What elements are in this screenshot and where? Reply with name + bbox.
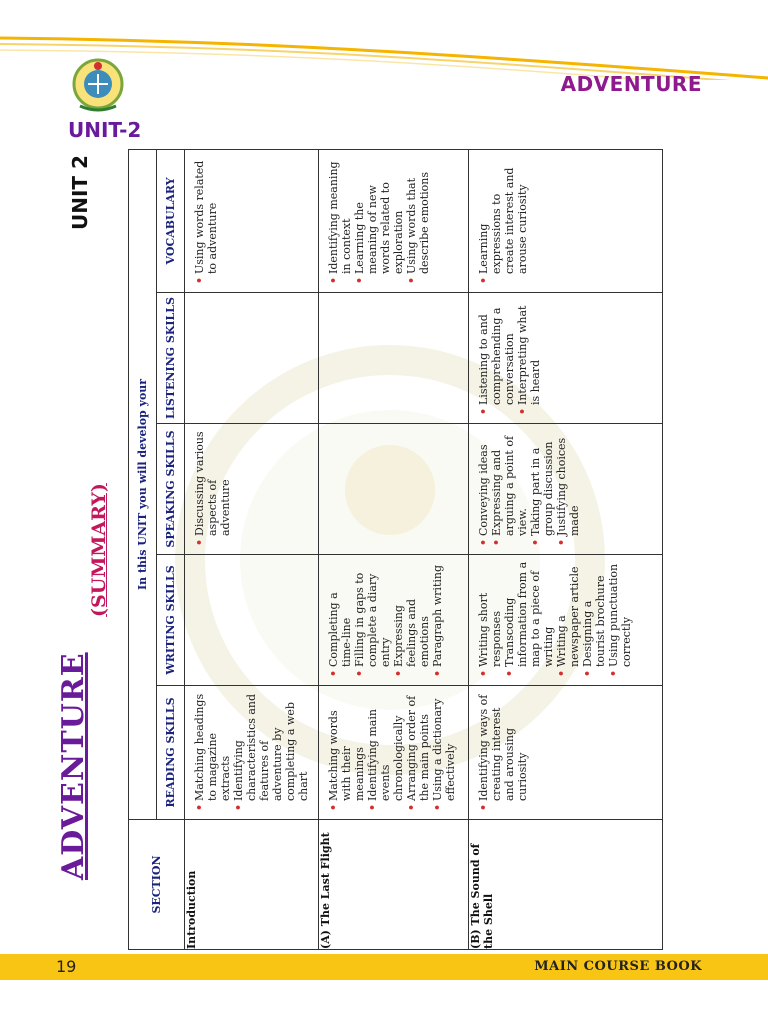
writing-skills-header: WRITING SKILLS xyxy=(157,555,185,686)
speaking-skills-header: SPEAKING SKILLS xyxy=(157,424,185,555)
skill-item: • Expressing feelings and emotions xyxy=(392,561,431,667)
reading-cell xyxy=(469,686,663,820)
speaking-cell xyxy=(185,424,319,555)
unit-label: UNIT-2 xyxy=(68,118,142,142)
skill-item: • Writing short responses xyxy=(477,561,503,667)
row-section-name: (A) The Last Flight xyxy=(319,820,469,950)
row-section-name: Introduction xyxy=(185,820,319,950)
skill-item: • Discussing various aspects of adventure xyxy=(193,430,232,536)
skill-item: • Designing a tourist brochure xyxy=(581,561,607,667)
skill-item: • Using words that describe emotions xyxy=(405,156,431,274)
skill-item: • Identifying characteristics and features of adventure by completing a web chart xyxy=(232,692,310,801)
school-emblem-icon xyxy=(70,56,126,116)
vocabulary-header: VOCABULARY xyxy=(157,149,185,292)
reading-skills-header: READING SKILLS xyxy=(157,686,185,820)
skill-item: • Paragraph writing xyxy=(431,561,444,667)
skill-item: • Transcoding information from a map to a piece of writing xyxy=(503,561,555,667)
skill-item: • Matching words with their meanings xyxy=(327,692,366,801)
skill-item: • Identifying ways of creating interest and arousing curiosity xyxy=(477,692,529,801)
intro-line: In this UNIT you will develop your xyxy=(129,149,157,819)
listening-cell xyxy=(469,293,663,424)
listening-cell xyxy=(185,293,319,424)
skill-item: • Conveying ideas xyxy=(477,430,490,536)
reading-cell xyxy=(185,686,319,820)
vocabulary-cell xyxy=(319,149,469,292)
skill-item: • Filling in gaps to complete a diary entry xyxy=(353,561,392,667)
skill-item: • Listening to and comprehending a conversation xyxy=(477,299,516,405)
reading-cell xyxy=(319,686,469,820)
summary-title: (SUMMARY) xyxy=(88,483,110,617)
skill-item: • Learning expressions to create interest and arouse curiosity xyxy=(477,156,529,274)
skill-item: • Using words related to adventure xyxy=(193,156,219,274)
table-row xyxy=(469,149,663,949)
skill-item: • Completing a time-line xyxy=(327,561,353,667)
writing-cell xyxy=(469,555,663,686)
skill-item: • Taking part in a group discussion xyxy=(529,430,555,536)
unit-side-label: UNIT 2 xyxy=(68,155,92,230)
summary-table xyxy=(128,149,663,950)
vocabulary-cell xyxy=(469,149,663,292)
skill-item: • Learning the meaning of new words related to exploration xyxy=(353,156,405,274)
writing-cell xyxy=(185,555,319,686)
listening-cell xyxy=(319,293,469,424)
skill-item: • Writing a newspaper article xyxy=(555,561,581,667)
skill-item: • Identifying main events chronologically xyxy=(366,692,405,801)
listening-skills-header: LISTENING SKILLS xyxy=(157,293,185,424)
side-title: ADVENTURE xyxy=(56,652,91,880)
skill-item: • Matching headings to magazine extracts xyxy=(193,692,232,801)
skill-item: • Using punctuation correctly xyxy=(607,561,633,667)
skill-item: • Justifying choices made xyxy=(555,430,581,536)
section-header: SECTION xyxy=(129,820,185,950)
skill-item: • Interpreting what is heard xyxy=(516,299,542,405)
skill-item: • Identifying meaning in context xyxy=(327,156,353,274)
table-row xyxy=(185,149,319,949)
skill-item: • Using a dictionary effectively xyxy=(431,692,457,801)
speaking-cell xyxy=(469,424,663,555)
summary-rotated-block xyxy=(56,150,662,950)
page-number: 19 xyxy=(56,957,77,976)
skill-item: • Arranging order of the main points xyxy=(405,692,431,801)
writing-cell xyxy=(319,555,469,686)
vocabulary-cell xyxy=(185,149,319,292)
skill-item: • Expressing and arguing a point of view. xyxy=(490,430,529,536)
book-name: MAIN COURSE BOOK xyxy=(534,959,702,974)
table-row xyxy=(319,149,469,949)
chapter-title: ADVENTURE xyxy=(560,72,702,96)
speaking-cell xyxy=(319,424,469,555)
row-section-name: (B) The Sound of the Shell xyxy=(469,820,663,950)
